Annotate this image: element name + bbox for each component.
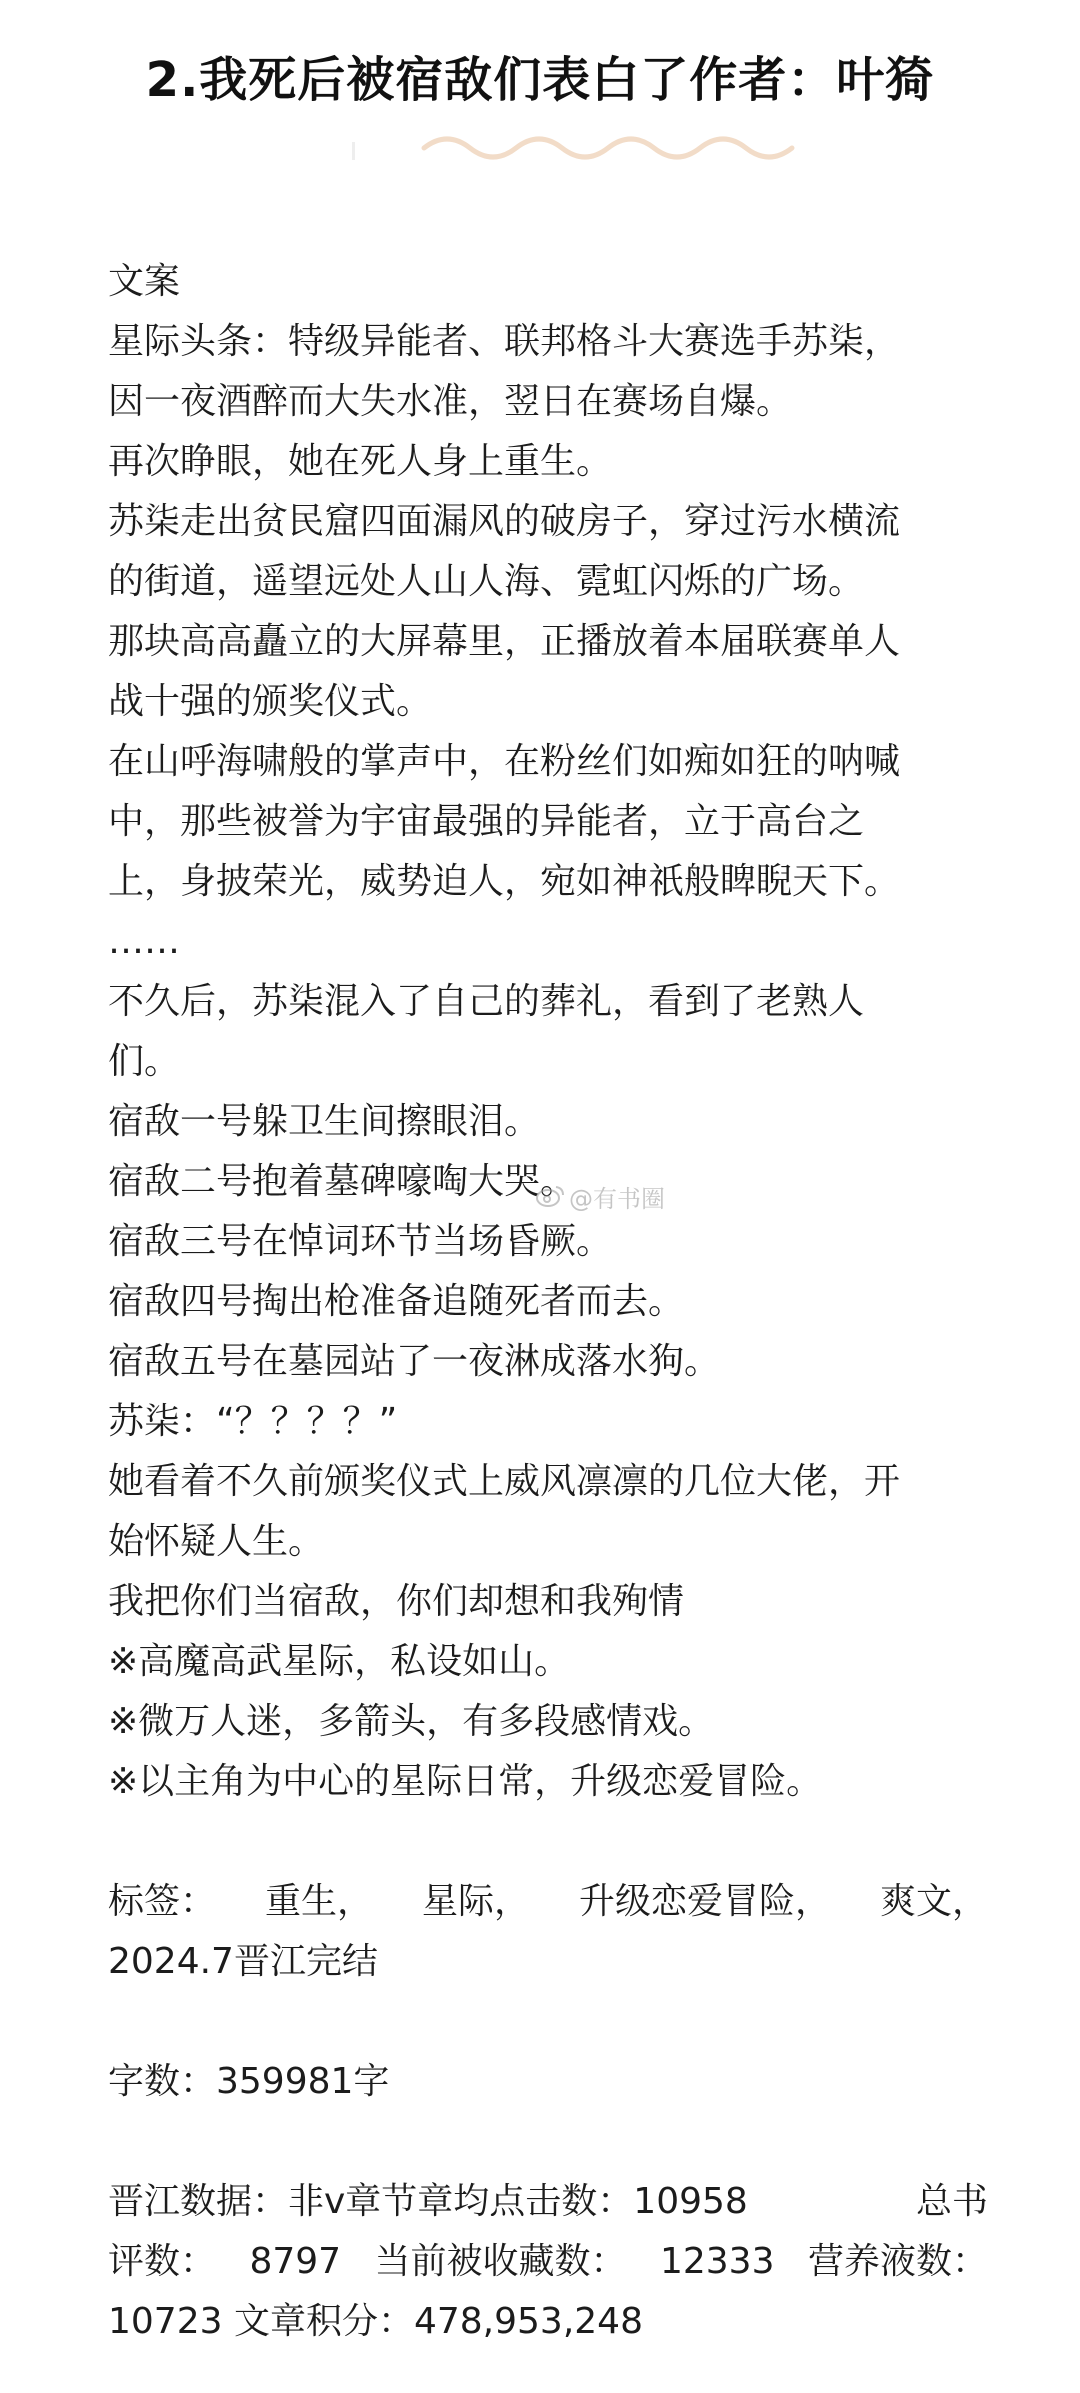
decor-tick [352, 142, 355, 160]
watermark-text: @有书圈 [569, 1184, 665, 1213]
blurb-line: ※高魔高武星际，私设如山。 [108, 1641, 571, 1682]
stats-reviews-prefix: 总书 [915, 2181, 988, 2222]
blurb-line: 们。 [108, 1041, 181, 1082]
blurb-line: 的街道，遥望远处人山人海、霓虹闪烁的广场。 [108, 561, 865, 602]
blurb-line: 因一夜酒醉而大失水准，翌日在赛场自爆。 [108, 381, 793, 422]
stats-clicks: 晋江数据：非v章节章均点击数：10958 [108, 2181, 748, 2222]
spacer [108, 2112, 988, 2172]
blurb-line: 苏柒走出贫民窟四面漏风的破房子，穿过污水横流 [108, 501, 901, 542]
word-count: 字数：359981字 [108, 2061, 390, 2102]
blurb-line: 宿敌五号在墓园站了一夜淋成落水狗。 [108, 1341, 721, 1382]
blurb-line: 不久后，苏柒混入了自己的葬礼，看到了老熟人 [108, 981, 865, 1022]
blurb-line: 宿敌四号掏出枪准备追随死者而去。 [108, 1281, 685, 1322]
stats-reviews-label: 评数： [108, 2241, 217, 2282]
blurb-line: 宿敌三号在悼词环节当场昏厥。 [108, 1221, 613, 1262]
page-title: 2.我死后被宿敌们表白了作者：叶猗 [145, 52, 935, 108]
stats-line-1 [108, 2172, 988, 2232]
tags-label: 标签： [108, 1881, 217, 1922]
blurb-line: 她看着不久前颁奖仪式上威风凛凛的几位大佬，开 [108, 1461, 901, 1502]
blurb-line: 上，身披荣光，威势迫人，宛如神祇般睥睨天下。 [108, 861, 901, 902]
stats-line-3: 10723 文章积分：478,953,248 [108, 2301, 643, 2342]
tag-romance-adventure: 升级恋爱冒险， [578, 1881, 831, 1922]
blurb-line: 宿敌一号躲卫生间擦眼泪。 [108, 1101, 541, 1142]
blurb-line: 那块高高矗立的大屏幕里，正播放着本届联赛单人 [108, 621, 901, 662]
tag-satisfying: 爽文， [879, 1881, 988, 1922]
blurb-line: 始怀疑人生。 [108, 1521, 325, 1562]
blurb-section [108, 252, 988, 1812]
spacer [108, 1812, 988, 1872]
tags-line [108, 1872, 988, 1932]
blurb-line: 我把你们当宿敌，你们却想和我殉情 [108, 1581, 685, 1622]
blurb-line: 在山呼海啸般的掌声中，在粉丝们如痴如狂的呐喊 [108, 741, 901, 782]
spacer [108, 1992, 988, 2052]
stats-line-2 [108, 2232, 988, 2292]
stats-favorites-label: 当前被收藏数： [374, 2241, 627, 2282]
blurb-line: 宿敌二号抱着墓碑嚎啕大哭。 [108, 1161, 577, 1202]
blurb-line: 苏柒：“？？？？” [108, 1401, 398, 1442]
blurb-line: 星际头条：特级异能者、联邦格斗大赛选手苏柒， [108, 321, 901, 362]
stats-nutrient-label: 营养液数： [807, 2241, 988, 2282]
blurb-line: 再次睁眼，她在死人身上重生。 [108, 441, 613, 482]
completion-line: 2024.7晋江完结 [108, 1941, 378, 1982]
section-heading: 文案 [108, 261, 181, 302]
stats-favorites-value: 12333 [659, 2241, 775, 2282]
blurb-line: ※以主角为中心的星际日常，升级恋爱冒险。 [108, 1761, 823, 1802]
wave-divider-icon [420, 126, 800, 166]
blurb-line: …… [108, 921, 180, 962]
tag-interstellar: 星际， [421, 1881, 530, 1922]
blurb-line: 中，那些被誉为宇宙最强的异能者，立于高台之 [108, 801, 865, 842]
stats-reviews-value: 8797 [249, 2241, 342, 2282]
tag-rebirth: 重生， [264, 1881, 373, 1922]
blurb-line: 战十强的颁奖仪式。 [108, 681, 433, 722]
blurb-line: ※微万人迷，多箭头，有多段感情戏。 [108, 1701, 715, 1742]
book-description [108, 252, 988, 2352]
